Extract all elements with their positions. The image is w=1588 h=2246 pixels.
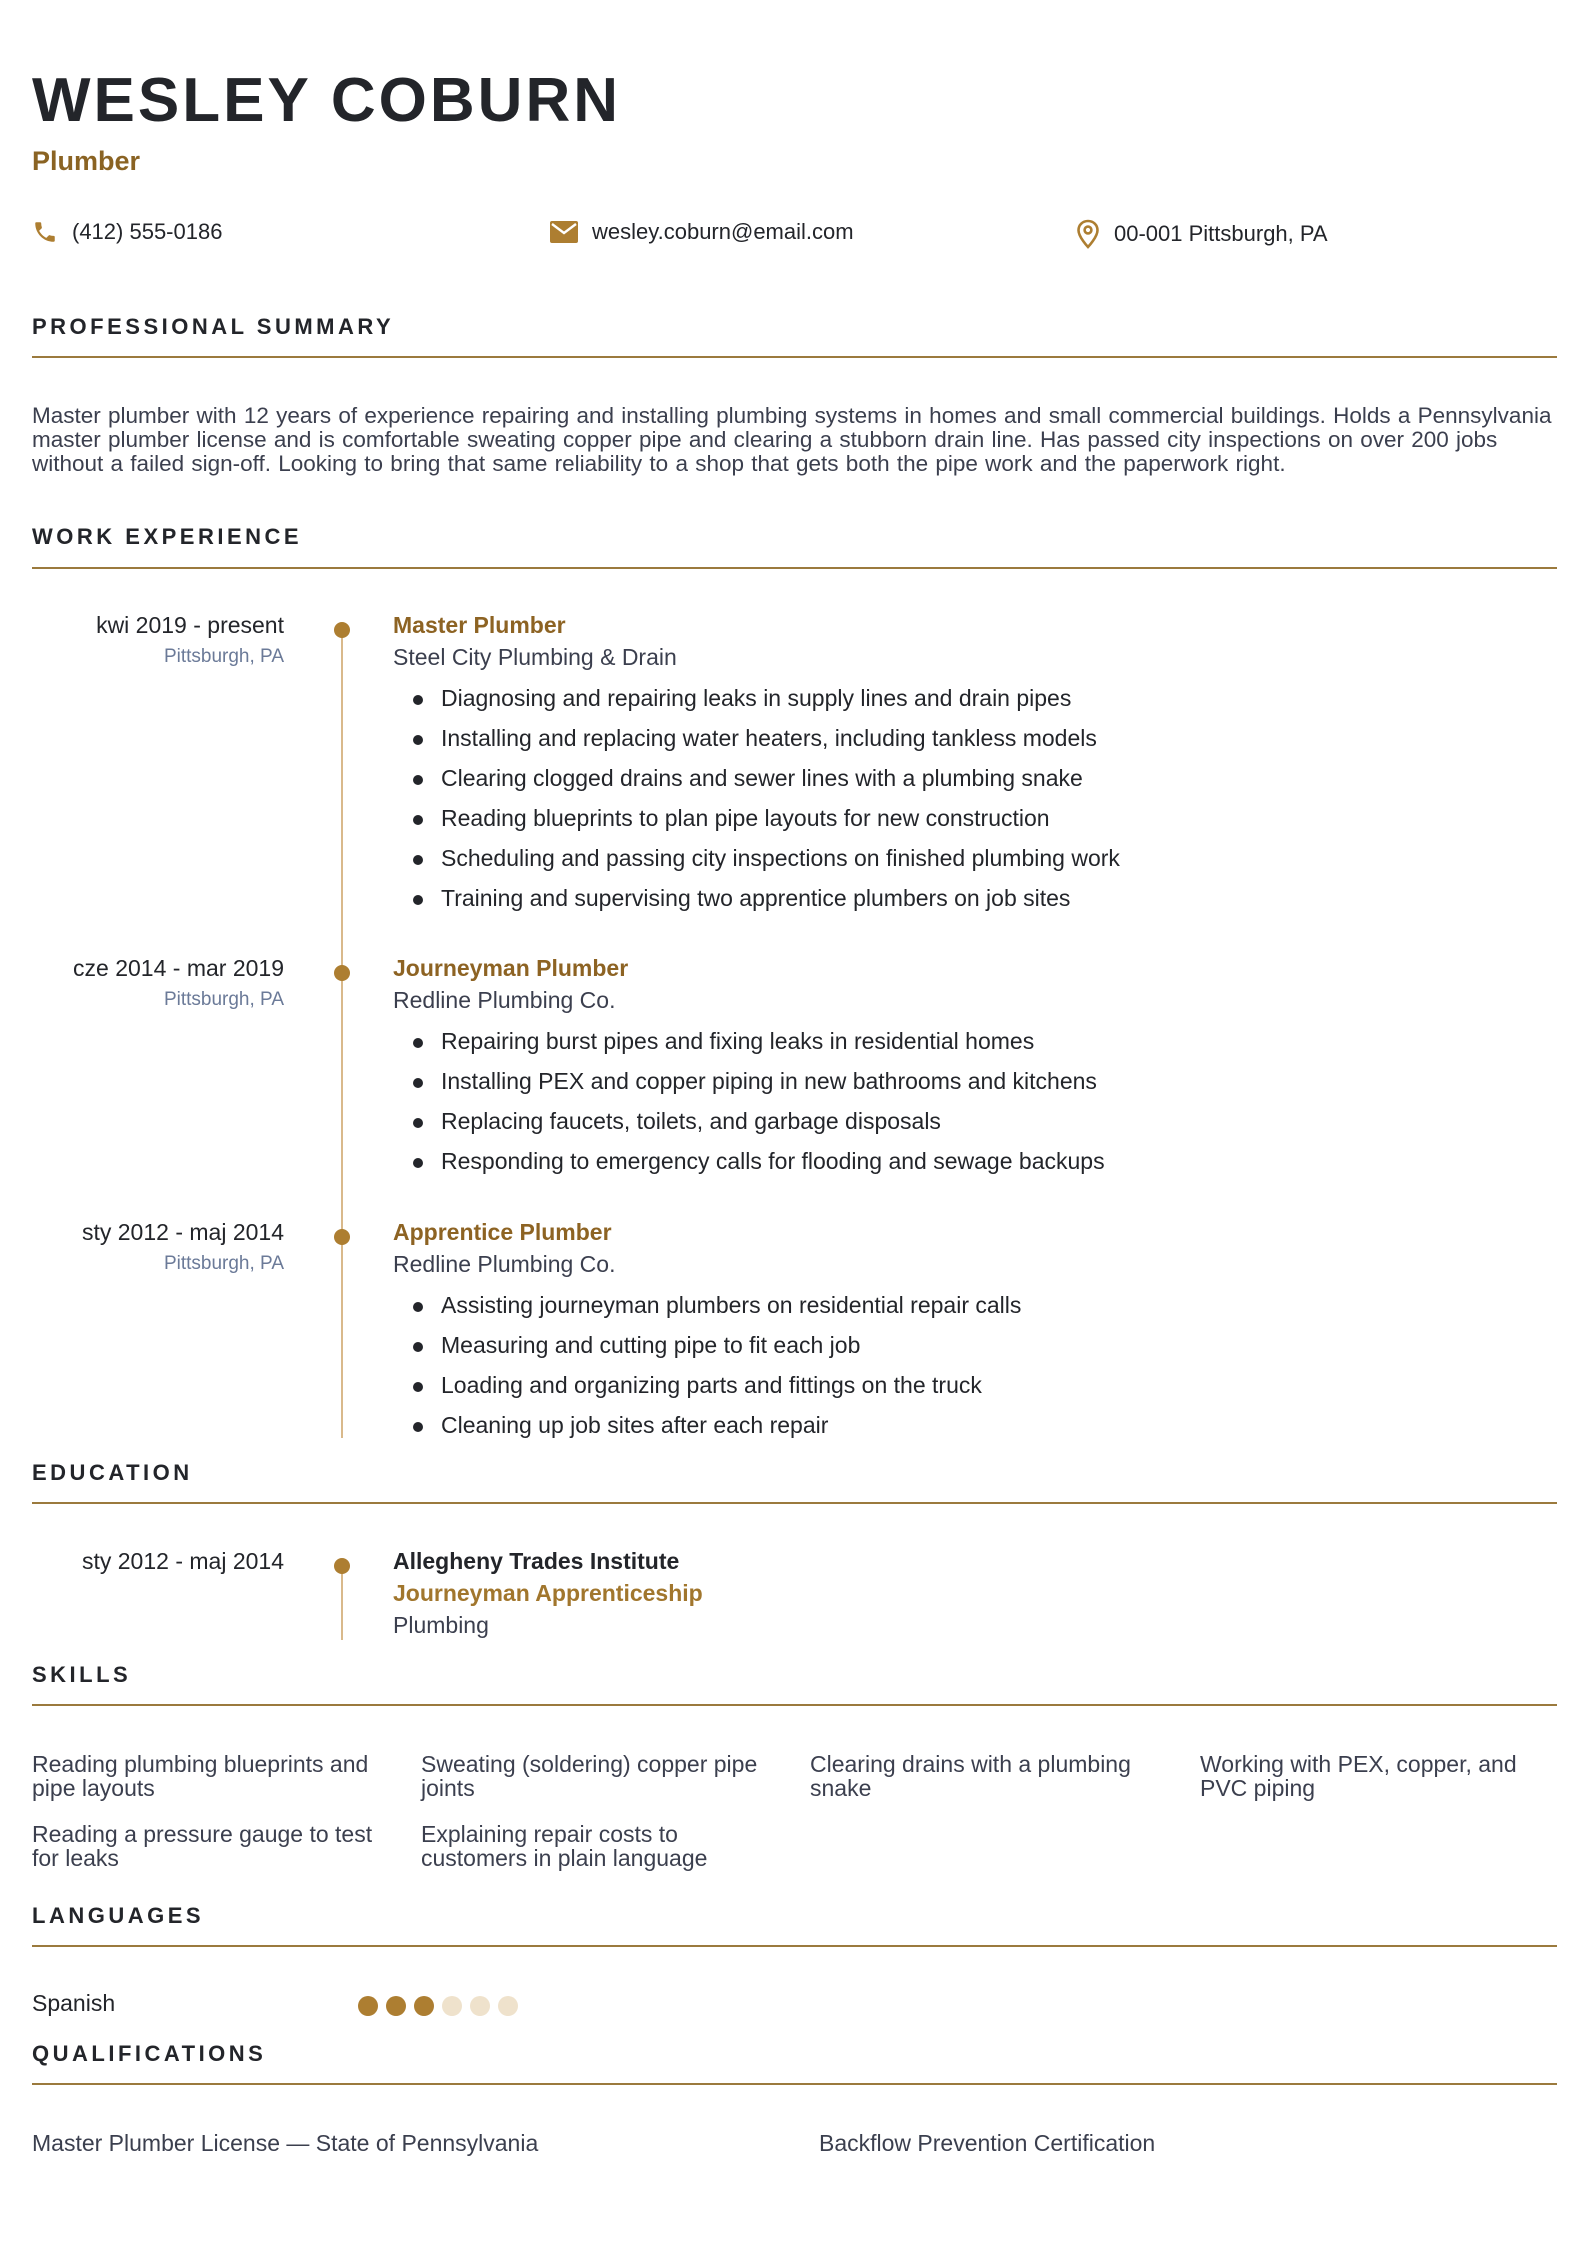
job-role: Apprentice Plumber — [393, 1219, 612, 1245]
experience-divider — [32, 567, 1557, 569]
job-dates: cze 2014 - mar 2019 — [73, 955, 284, 981]
level-dot-filled — [386, 1996, 406, 2016]
job-title: Plumber — [32, 146, 141, 176]
level-dot-empty — [442, 1996, 462, 2016]
language-name: Spanish — [32, 1990, 116, 2016]
level-dot-filled — [414, 1996, 434, 2016]
job-bullets — [393, 1291, 1021, 1451]
job-bullets — [393, 1027, 1105, 1187]
contact-email — [550, 219, 854, 245]
education-dates: sty 2012 - maj 2014 — [81, 1548, 284, 1574]
bullet-item: Replacing faucets, toilets, and garbage disposals — [393, 1107, 1105, 1147]
bullet-item: Installing PEX and copper piping in new bathrooms and kitchens — [393, 1067, 1105, 1107]
phone-text: (412) 555-0186 — [72, 219, 223, 244]
mail-icon — [550, 221, 578, 243]
bullet-item: Scheduling and passing city inspections on finished plumbing work — [393, 844, 1120, 884]
skills-divider — [32, 1704, 1557, 1706]
bullet-item: Diagnosing and repairing leaks in supply lines and drain pipes — [393, 684, 1120, 724]
job-company: Steel City Plumbing & Drain — [393, 644, 677, 670]
contact-row — [32, 219, 1557, 253]
experience-timeline — [341, 636, 343, 1438]
education-school: Allegheny Trades Institute — [393, 1548, 680, 1574]
candidate-name: WESLEY COBURN — [32, 66, 622, 135]
timeline-dot — [334, 1229, 350, 1245]
bullet-item: Clearing clogged drains and sewer lines with a plumbing snake — [393, 764, 1120, 804]
language-level — [358, 1996, 518, 2016]
job-location: Pittsburgh, PA — [163, 646, 284, 667]
email-text: wesley.coburn@email.com — [592, 219, 854, 244]
education-divider — [32, 1502, 1557, 1504]
job-location: Pittsburgh, PA — [163, 1253, 284, 1274]
languages-divider — [32, 1945, 1557, 1947]
bullet-item: Measuring and cutting pipe to fit each job — [393, 1331, 1021, 1371]
bullet-item: Training and supervising two apprentice plumbers on job sites — [393, 884, 1120, 924]
languages-heading: LANGUAGES — [32, 1903, 205, 1928]
job-dates: sty 2012 - maj 2014 — [81, 1219, 284, 1245]
timeline-dot — [334, 622, 350, 638]
skill-item: Clearing drains with a plumbing snake — [810, 1751, 1131, 1801]
level-dot-filled — [358, 1996, 378, 2016]
education-timeline — [341, 1568, 343, 1640]
summary-divider — [32, 356, 1557, 358]
skill-item: Sweating (soldering) copper pipe joints — [421, 1751, 758, 1801]
job-company: Redline Plumbing Co. — [393, 1251, 616, 1277]
bullet-item: Responding to emergency calls for flooding and sewage backups — [393, 1147, 1105, 1187]
summary-heading: PROFESSIONAL SUMMARY — [32, 314, 395, 339]
education-heading: EDUCATION — [32, 1460, 193, 1485]
timeline-dot — [334, 1558, 350, 1574]
qualifications-divider — [32, 2083, 1557, 2085]
bullet-item: Installing and replacing water heaters, including tankless models — [393, 724, 1120, 764]
qualification-item: Backflow Prevention Certification — [819, 2130, 1156, 2156]
skill-item: Reading plumbing blueprints and pipe layouts — [32, 1751, 369, 1801]
summary-text: Master plumber with 12 years of experience repairing and installing plumbing systems in homes and small commercial buildings. Holds a Pennsylvania master plumber license and is comfortable sweating copper pipe and clearing a stubborn drain line. Has passed city inspections on over 200 jobs without a failed sign-off. Looking to bring that same reliability to a shop that gets both the pipe work and the paperwork right. — [32, 403, 1552, 476]
job-bullets — [393, 684, 1120, 924]
qualification-item: Master Plumber License — State of Pennsylvania — [32, 2130, 539, 2156]
education-field: Plumbing — [393, 1612, 489, 1638]
bullet-item: Loading and organizing parts and fittings on the truck — [393, 1371, 1021, 1411]
skill-item: Explaining repair costs to customers in plain language — [421, 1821, 708, 1871]
timeline-dot — [334, 965, 350, 981]
job-location: Pittsburgh, PA — [163, 989, 284, 1010]
experience-heading: WORK EXPERIENCE — [32, 524, 303, 549]
bullet-item: Repairing burst pipes and fixing leaks in residential homes — [393, 1027, 1105, 1067]
job-dates: kwi 2019 - present — [96, 612, 284, 638]
job-role: Journeyman Plumber — [393, 955, 629, 981]
level-dot-empty — [470, 1996, 490, 2016]
bullet-item: Cleaning up job sites after each repair — [393, 1411, 1021, 1451]
location-pin-icon — [1076, 219, 1100, 249]
contact-phone — [32, 219, 222, 245]
qualifications-heading: QUALIFICATIONS — [32, 2041, 267, 2066]
job-company: Redline Plumbing Co. — [393, 987, 616, 1013]
location-text: 00-001 Pittsburgh, PA — [1114, 221, 1328, 246]
skills-heading: SKILLS — [32, 1662, 132, 1687]
level-dot-empty — [498, 1996, 518, 2016]
job-role: Master Plumber — [393, 612, 566, 638]
bullet-item: Assisting journeyman plumbers on residential repair calls — [393, 1291, 1021, 1331]
bullet-item: Reading blueprints to plan pipe layouts for new construction — [393, 804, 1120, 844]
contact-location — [1076, 219, 1328, 249]
skill-item: Working with PEX, copper, and PVC piping — [1200, 1751, 1517, 1801]
skill-item: Reading a pressure gauge to test for leaks — [32, 1821, 373, 1871]
education-degree: Journeyman Apprenticeship — [393, 1580, 703, 1606]
phone-icon — [32, 219, 58, 245]
